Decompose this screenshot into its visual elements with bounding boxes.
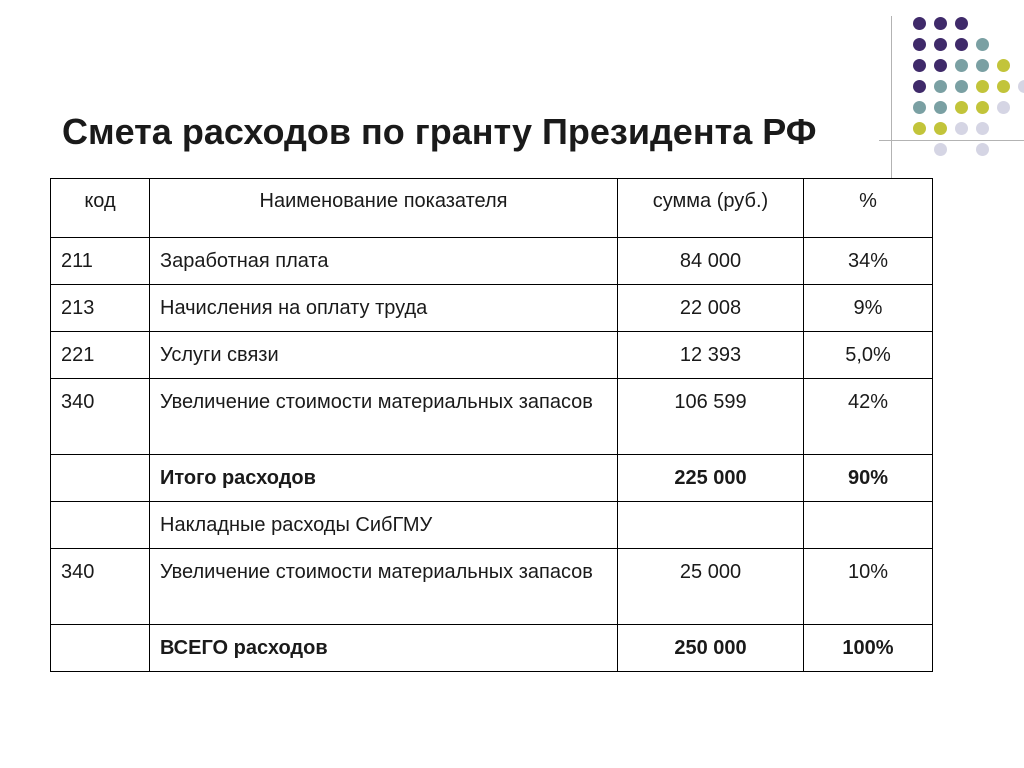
- row-name: Увеличение стоимости материальных запасов: [150, 549, 618, 625]
- decor-dot: [934, 143, 947, 156]
- header-code: код: [51, 179, 150, 238]
- decor-dot: [976, 38, 989, 51]
- row-sum: 12 393: [618, 332, 804, 379]
- row-name: Начисления на оплату труда: [150, 285, 618, 332]
- header-sum: сумма (руб.): [618, 179, 804, 238]
- row-code: 213: [51, 285, 150, 332]
- row-name: Заработная плата: [150, 238, 618, 285]
- row-percent: 10%: [804, 549, 933, 625]
- decor-dot: [1018, 80, 1024, 93]
- row-code: [51, 455, 150, 502]
- decor-dot: [934, 38, 947, 51]
- decor-dot: [934, 17, 947, 30]
- budget-table: [50, 178, 933, 672]
- decor-dot: [976, 59, 989, 72]
- row-name: Увеличение стоимости материальных запасов: [150, 379, 618, 455]
- row-percent: 90%: [804, 455, 933, 502]
- table-header-row: [51, 179, 933, 238]
- decor-dot: [934, 80, 947, 93]
- row-percent: 34%: [804, 238, 933, 285]
- decor-dot: [997, 59, 1010, 72]
- decor-dot: [913, 38, 926, 51]
- row-percent: 9%: [804, 285, 933, 332]
- row-code: 221: [51, 332, 150, 379]
- decor-dot: [955, 59, 968, 72]
- row-percent: 5,0%: [804, 332, 933, 379]
- decor-dot: [955, 80, 968, 93]
- table-row: [51, 379, 933, 455]
- row-sum: [618, 502, 804, 549]
- header-percent: %: [804, 179, 933, 238]
- decor-dot: [913, 59, 926, 72]
- table-row: [51, 332, 933, 379]
- decor-dot: [976, 143, 989, 156]
- table-row: [51, 502, 933, 549]
- row-sum: 106 599: [618, 379, 804, 455]
- row-percent: 42%: [804, 379, 933, 455]
- decor-vertical-line: [891, 16, 892, 188]
- row-percent: [804, 502, 933, 549]
- row-code: [51, 502, 150, 549]
- row-sum: 250 000: [618, 625, 804, 672]
- subtotal-row: [51, 455, 933, 502]
- row-sum: 225 000: [618, 455, 804, 502]
- row-code: [51, 625, 150, 672]
- decor-dot: [976, 80, 989, 93]
- header-name: Наименование показателя: [150, 179, 618, 238]
- decor-dot: [934, 122, 947, 135]
- decor-dot: [955, 17, 968, 30]
- decor-horizontal-line: [879, 140, 1024, 141]
- decor-dot: [997, 101, 1010, 114]
- row-name: Итого расходов: [150, 455, 618, 502]
- table-row: [51, 549, 933, 625]
- row-percent: 100%: [804, 625, 933, 672]
- decor-dot: [997, 80, 1010, 93]
- decor-dot: [976, 122, 989, 135]
- row-sum: 25 000: [618, 549, 804, 625]
- decor-dot: [934, 59, 947, 72]
- decor-dot: [955, 38, 968, 51]
- decor-dot: [934, 101, 947, 114]
- decor-dot: [976, 101, 989, 114]
- row-name: Услуги связи: [150, 332, 618, 379]
- table-row: [51, 285, 933, 332]
- table-row: [51, 238, 933, 285]
- row-name: Накладные расходы СибГМУ: [150, 502, 618, 549]
- total-row: [51, 625, 933, 672]
- row-code: 340: [51, 549, 150, 625]
- row-code: 211: [51, 238, 150, 285]
- row-code: 340: [51, 379, 150, 455]
- decor-dot: [913, 17, 926, 30]
- decor-dot: [913, 80, 926, 93]
- decor-dot: [913, 122, 926, 135]
- decor-dot: [955, 101, 968, 114]
- row-sum: 22 008: [618, 285, 804, 332]
- decor-dot: [913, 101, 926, 114]
- row-sum: 84 000: [618, 238, 804, 285]
- row-name: ВСЕГО расходов: [150, 625, 618, 672]
- slide-title: Смета расходов по гранту Президента РФ: [62, 111, 817, 152]
- decor-dot: [955, 122, 968, 135]
